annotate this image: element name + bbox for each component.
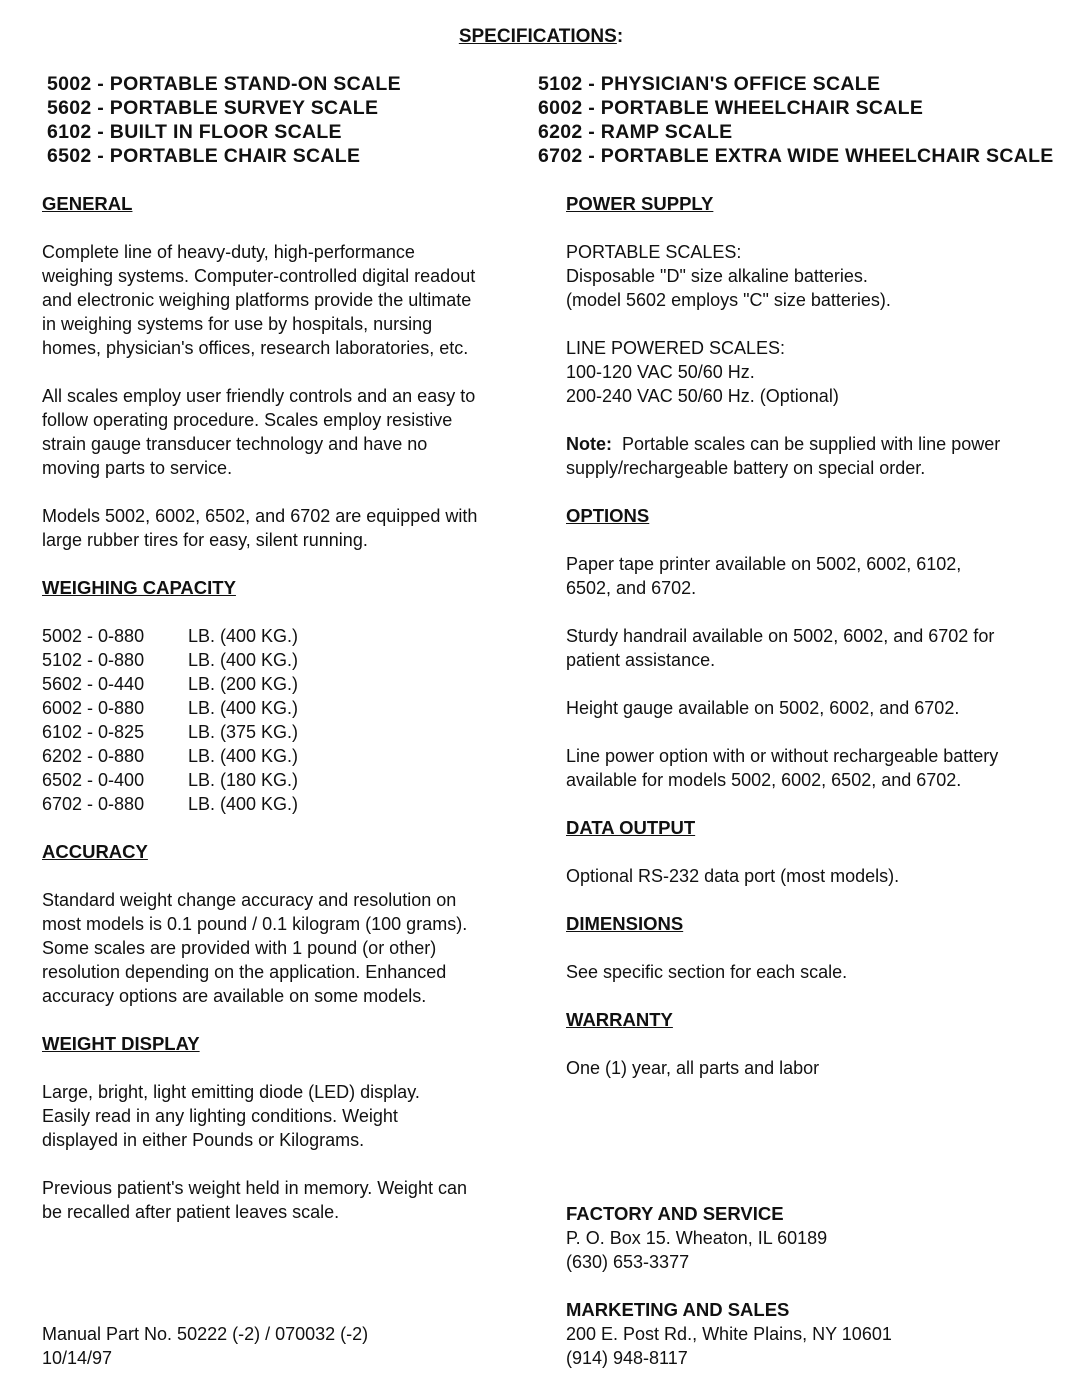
capacity-metric: (400 KG.)	[220, 698, 299, 718]
warranty-text: One (1) year, all parts and labor	[566, 1058, 820, 1078]
capacity-metric: (400 KG.)	[220, 746, 299, 766]
marketing-phone: (914) 948-8117	[566, 1348, 688, 1368]
power-note	[566, 432, 1066, 480]
note-text: Portable scales can be supplied with line power	[612, 434, 1001, 454]
capacity-row	[42, 720, 542, 744]
text-line: in weighing systems for use by hospitals, nursing	[42, 314, 433, 334]
text-line: and electronic weighing platforms provide the ultimate	[42, 290, 472, 310]
text-line: Line power option with or without rechargeable battery	[566, 746, 999, 766]
capacity-metric: (400 KG.)	[220, 794, 299, 814]
title-colon: :	[616, 26, 624, 47]
general-heading: GENERAL	[42, 193, 133, 214]
capacity-unit: LB.	[188, 650, 216, 670]
capacity-unit: LB.	[188, 674, 216, 694]
text-line: Height gauge available on 5002, 6002, and 6702.	[566, 698, 960, 718]
left-column	[42, 192, 542, 1224]
capacity-row	[42, 744, 542, 768]
text-line: Disposable "D" size alkaline batteries.	[566, 266, 868, 286]
text-line: Standard weight change accuracy and resolution on	[42, 890, 457, 910]
text-line: resolution depending on the application. Enhanced	[42, 962, 447, 982]
capacity-model: 6702 - 0-880	[42, 794, 145, 814]
right-column	[566, 192, 1066, 1080]
option-item	[566, 696, 1066, 720]
dimensions-heading: DIMENSIONS	[566, 913, 684, 934]
capacity-model: 6102 - 0-825	[42, 722, 145, 742]
text-line: Easily read in any lighting conditions. Weight	[42, 1106, 398, 1126]
capacity-unit: LB.	[188, 794, 216, 814]
text-line: patient assistance.	[566, 650, 716, 670]
text-line: Some scales are provided with 1 pound (or other)	[42, 938, 437, 958]
portable-label: PORTABLE SCALES:	[566, 242, 742, 262]
power-portable	[566, 240, 1066, 312]
model-line: 5602 - PORTABLE SURVEY SCALE	[47, 97, 379, 119]
general-paragraph-3	[42, 504, 542, 552]
data-output-heading: DATA OUTPUT	[566, 817, 696, 838]
text-line: large rubber tires for easy, silent running.	[42, 530, 368, 550]
text-line: strain gauge transducer technology and have no	[42, 434, 428, 454]
note-line	[566, 432, 1066, 456]
model-line: 5002 - PORTABLE STAND-ON SCALE	[47, 73, 401, 95]
line-powered-label: LINE POWERED SCALES:	[566, 338, 786, 358]
text-line: moving parts to service.	[42, 458, 233, 478]
capacity-unit: LB.	[188, 698, 216, 718]
accuracy-heading: ACCURACY	[42, 841, 148, 862]
capacity-table	[42, 624, 542, 816]
capacity-metric: (180 KG.)	[220, 770, 299, 790]
title-text: SPECIFICATIONS	[458, 26, 617, 47]
warranty-heading: WARRANTY	[566, 1009, 673, 1030]
data-output-text: Optional RS-232 data port (most models).	[566, 866, 900, 886]
text-line: Complete line of heavy-duty, high-performance	[42, 242, 415, 262]
capacity-row	[42, 696, 542, 720]
display-paragraph-2	[42, 1176, 542, 1224]
capacity-metric: (375 KG.)	[220, 722, 299, 742]
note-label: Note:	[566, 434, 612, 454]
text-line: accuracy options are available on some models.	[42, 986, 427, 1006]
capacity-model: 5102 - 0-880	[42, 650, 145, 670]
capacity-model: 6502 - 0-400	[42, 770, 145, 790]
text-line: available for models 5002, 6002, 6502, and 6702.	[566, 770, 962, 790]
capacity-unit: LB.	[188, 626, 216, 646]
general-paragraph-2	[42, 384, 542, 480]
capacity-row	[42, 648, 542, 672]
text-line: weighing systems. Computer-controlled digital readout	[42, 266, 476, 286]
text-line: 200-240 VAC 50/60 Hz. (Optional)	[566, 386, 839, 406]
display-paragraph-1	[42, 1080, 542, 1152]
model-list-right	[538, 72, 1054, 168]
model-line: 6702 - PORTABLE EXTRA WIDE WHEELCHAIR SCALE	[538, 145, 1054, 167]
manual-date: 10/14/97	[42, 1348, 113, 1368]
model-line: 6502 - PORTABLE CHAIR SCALE	[47, 145, 361, 167]
display-heading: WEIGHT DISPLAY	[42, 1033, 200, 1054]
model-list-left	[47, 72, 401, 168]
capacity-row	[42, 792, 542, 816]
capacity-unit: LB.	[188, 722, 216, 742]
manual-part-number: Manual Part No. 50222 (-2) / 070032 (-2)	[42, 1324, 369, 1344]
capacity-row	[42, 672, 542, 696]
text-line: homes, physician's offices, research laboratories, etc.	[42, 338, 469, 358]
text-line: Paper tape printer available on 5002, 6002, 6102,	[566, 554, 962, 574]
capacity-metric: (400 KG.)	[220, 626, 299, 646]
marketing-sales-block	[566, 1298, 892, 1370]
text-line: Large, bright, light emitting diode (LED) display.	[42, 1082, 420, 1102]
text-line: displayed in either Pounds or Kilograms.	[42, 1130, 365, 1150]
marketing-address: 200 E. Post Rd., White Plains, NY 10601	[566, 1324, 892, 1344]
option-item	[566, 552, 1066, 600]
text-line: All scales employ user friendly controls and an easy to	[42, 386, 476, 406]
model-line: 5102 - PHYSICIAN'S OFFICE SCALE	[538, 73, 881, 95]
factory-service-block	[566, 1202, 827, 1274]
text-line: supply/rechargeable battery on special order.	[566, 458, 926, 478]
power-line-powered	[566, 336, 1066, 408]
general-paragraph-1	[42, 240, 542, 360]
option-item	[566, 624, 1066, 672]
factory-heading: FACTORY AND SERVICE	[566, 1203, 784, 1224]
text-line: Sturdy handrail available on 5002, 6002, and 6702 for	[566, 626, 995, 646]
manual-footer	[42, 1322, 368, 1370]
capacity-metric: (200 KG.)	[220, 674, 299, 694]
text-line: (model 5602 employs "C" size batteries).	[566, 290, 891, 310]
marketing-heading: MARKETING AND SALES	[566, 1299, 790, 1320]
capacity-model: 6202 - 0-880	[42, 746, 145, 766]
text-line: be recalled after patient leaves scale.	[42, 1202, 340, 1222]
text-line: follow operating procedure. Scales employ resistive	[42, 410, 453, 430]
capacity-row	[42, 624, 542, 648]
capacity-metric: (400 KG.)	[220, 650, 299, 670]
page-title	[0, 26, 1082, 48]
text-line: most models is 0.1 pound / 0.1 kilogram (100 grams).	[42, 914, 468, 934]
dimensions-text: See specific section for each scale.	[566, 962, 848, 982]
capacity-model: 5002 - 0-880	[42, 626, 145, 646]
text-line: Models 5002, 6002, 6502, and 6702 are equipped with	[42, 506, 478, 526]
power-heading: POWER SUPPLY	[566, 193, 714, 214]
factory-address: P. O. Box 15. Wheaton, IL 60189	[566, 1228, 828, 1248]
text-line: 6502, and 6702.	[566, 578, 697, 598]
capacity-model: 6002 - 0-880	[42, 698, 145, 718]
capacity-model: 5602 - 0-440	[42, 674, 145, 694]
capacity-unit: LB.	[188, 746, 216, 766]
accuracy-paragraph	[42, 888, 542, 1008]
capacity-heading: WEIGHING CAPACITY	[42, 577, 236, 598]
text-line: Previous patient's weight held in memory. Weight can	[42, 1178, 467, 1198]
factory-phone: (630) 653-3377	[566, 1252, 690, 1272]
option-item	[566, 744, 1066, 792]
options-heading: OPTIONS	[566, 505, 650, 526]
text-line: 100-120 VAC 50/60 Hz.	[566, 362, 755, 382]
capacity-row	[42, 768, 542, 792]
capacity-unit: LB.	[188, 770, 216, 790]
model-line: 6102 - BUILT IN FLOOR SCALE	[47, 121, 342, 143]
model-line: 6002 - PORTABLE WHEELCHAIR SCALE	[538, 97, 924, 119]
model-line: 6202 - RAMP SCALE	[538, 121, 733, 143]
